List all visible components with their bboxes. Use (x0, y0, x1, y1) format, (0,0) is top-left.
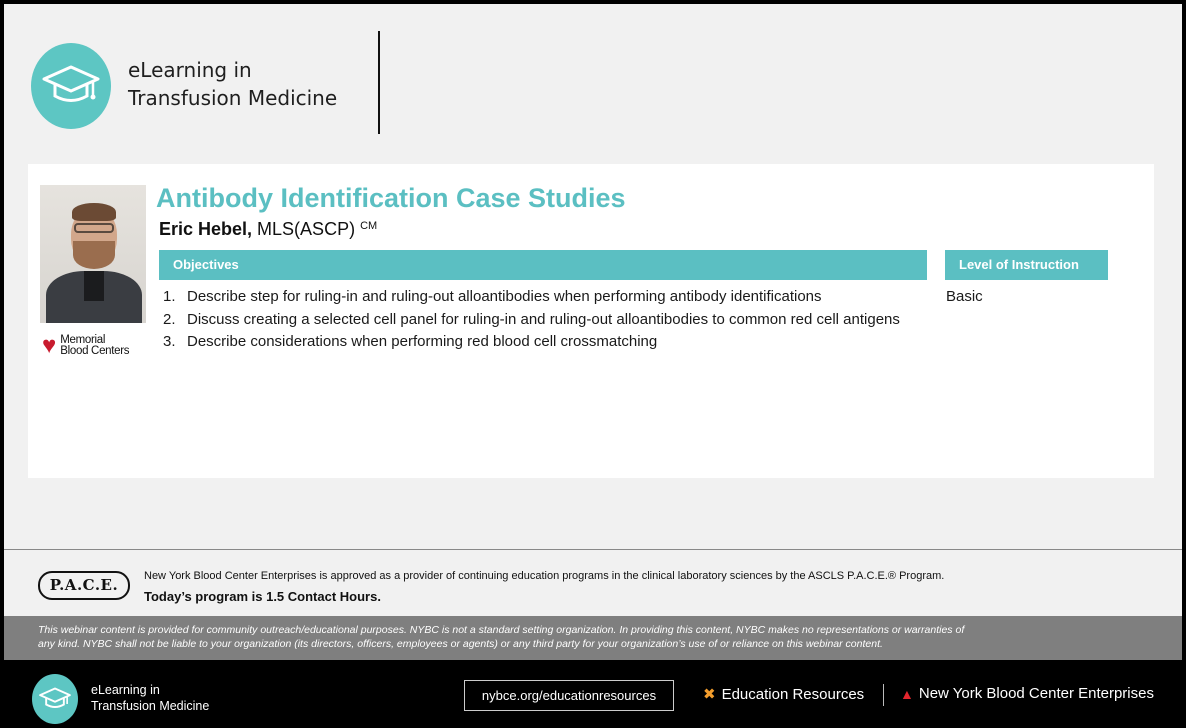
objective-item: 1. Describe step for ruling-in and ruling-out alloantibodies when performing antibody identifications (163, 288, 822, 305)
course-card (28, 164, 1154, 478)
speaker-photo (40, 185, 146, 323)
speaker-credentials: MLS(ASCP) (252, 219, 356, 239)
speaker-superscript: CM (360, 220, 378, 232)
nybc-logo (900, 685, 1154, 702)
disclaimer-line-2: any kind. NYBC shall not be liable to your organization (its directors, officers, employees or agents) or any third party for your organization’s use of or reliance on this webinar content. (38, 637, 883, 650)
education-resources-logo (703, 685, 864, 703)
pace-logo: P.A.C.E. (38, 571, 130, 600)
brand-line-1: eLearning in (128, 58, 252, 82)
footer-bar (4, 660, 1182, 724)
disclaimer (4, 616, 1182, 660)
accreditation-statement: New York Blood Center Enterprises is approved as a provider of continuing education programs in the clinical laboratory sciences by the ASCLS P.A.C.E.® Program. (144, 570, 945, 582)
elearning-logo (31, 43, 111, 129)
footer-separator (883, 684, 884, 706)
footer-divider (4, 549, 1182, 550)
nybc-label: New York Blood Center Enterprises (918, 685, 1154, 702)
affiliation-line-2: Blood Centers (60, 345, 130, 357)
education-resources-link[interactable]: nybce.org/educationresources (464, 680, 674, 711)
header-divider (378, 31, 380, 134)
speaker-line (159, 219, 377, 240)
course-title: Antibody Identification Case Studies (156, 183, 626, 213)
memorial-blood-centers-logo (42, 334, 129, 358)
brand-line-2: Transfusion Medicine (128, 86, 338, 110)
contact-hours: Today’s program is 1.5 Contact Hours. (144, 589, 381, 604)
education-resources-label: Education Resources (721, 685, 865, 703)
brand-title (128, 56, 337, 112)
objective-item: 3. Describe considerations when performing red blood cell crossmatching (163, 333, 658, 350)
triangle-drop-icon: ▲ (900, 685, 914, 702)
graduation-cap-icon (42, 63, 100, 109)
affiliation-line-1: Memorial (60, 334, 106, 346)
objectives-heading: Objectives (159, 250, 927, 280)
footer-elearning-logo (32, 674, 78, 724)
footer-brand-line-1: eLearning in (91, 683, 160, 697)
cross-pattern-icon: ✖ (703, 686, 716, 703)
heart-icon: ♥ (42, 332, 57, 359)
speaker-name: Eric Hebel, (159, 219, 253, 239)
objective-item: 2. Discuss creating a selected cell panel for ruling-in and ruling-out alloantibodies to common red cell antigens (163, 310, 900, 328)
level-value: Basic (946, 288, 983, 305)
footer-brand (91, 682, 209, 714)
objectives-list (163, 286, 900, 354)
footer-brand-line-2: Transfusion Medicine (91, 699, 210, 713)
disclaimer-line-1: This webinar content is provided for community outreach/educational purposes. NYBC is not a standard setting organization. In providing this content, NYBC makes no representations or warranties of (38, 624, 965, 636)
slide (4, 4, 1182, 724)
level-heading: Level of Instruction (945, 250, 1108, 280)
graduation-cap-icon (39, 686, 71, 712)
